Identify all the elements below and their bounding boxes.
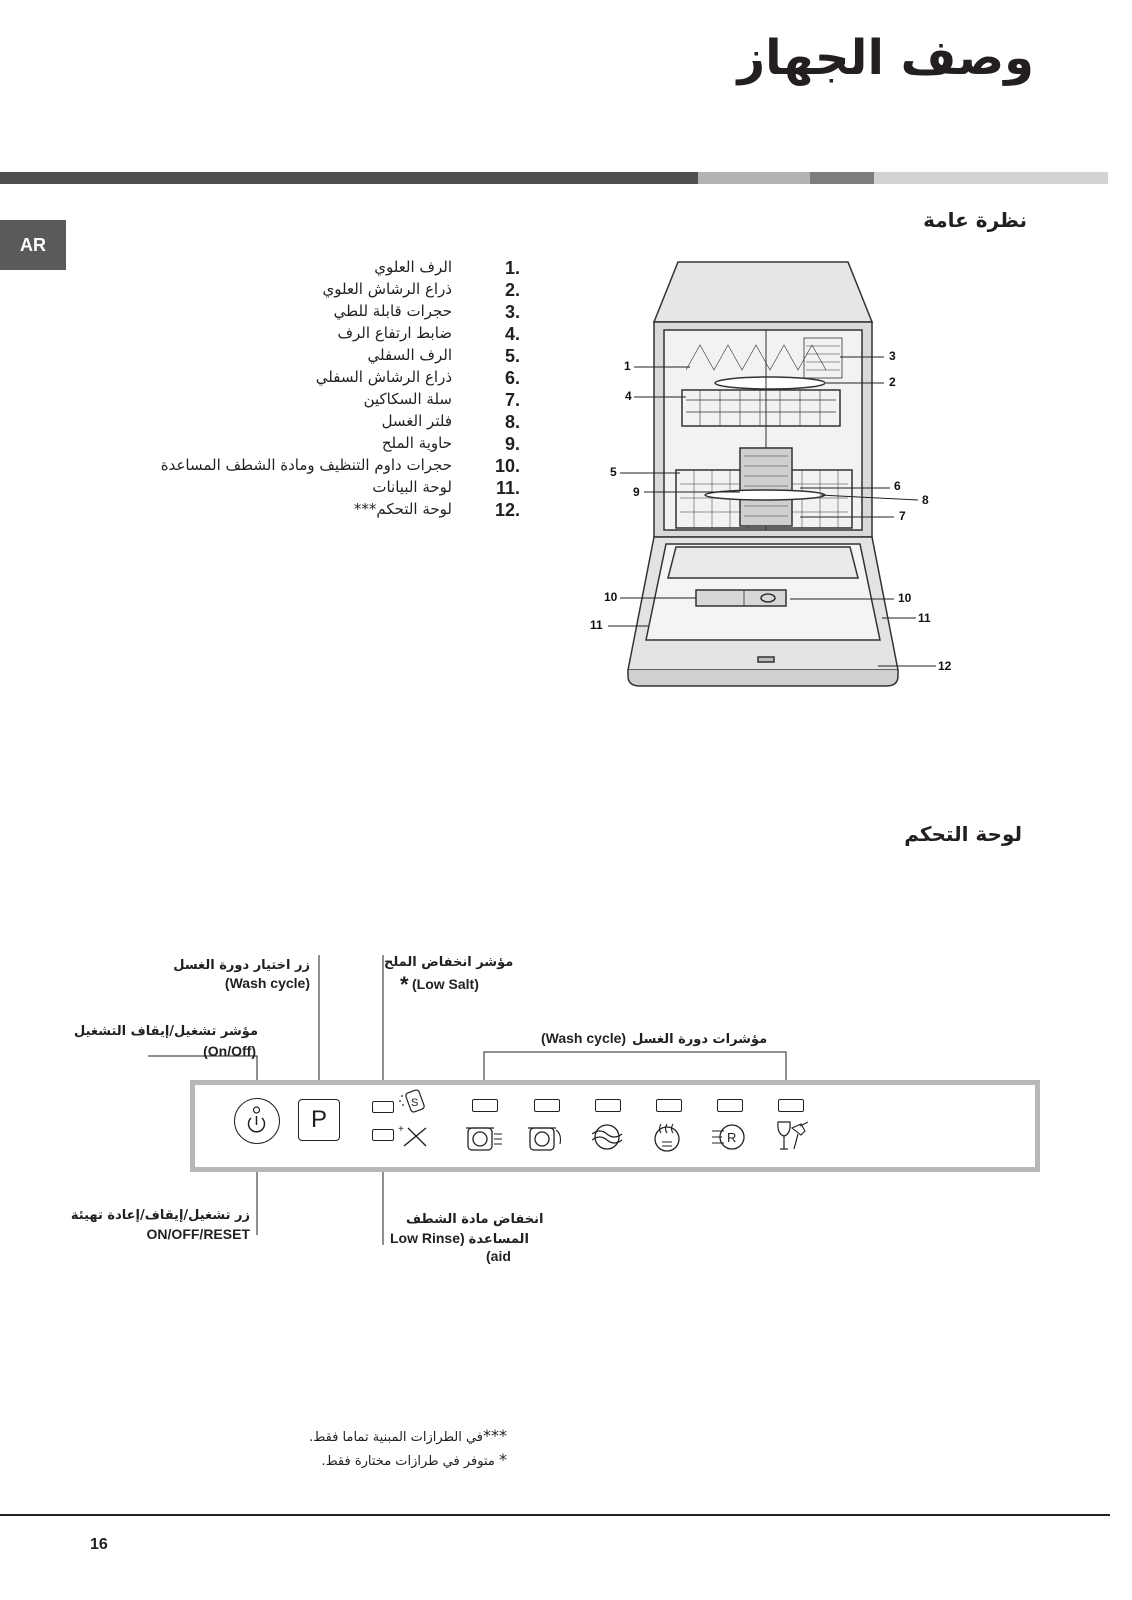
on-off-indicator-label-ar: مؤشر تشغيل/إيقاف التشغيل	[73, 1024, 258, 1039]
callout-label: 4	[625, 389, 632, 403]
part-label: ذراع الرشاش العلوي	[322, 280, 452, 298]
low-salt-label-en: (Low Salt)	[412, 976, 479, 992]
low-salt-star: *	[400, 972, 409, 997]
heavy-pot-icon	[464, 1120, 504, 1154]
svg-text:+: +	[398, 1124, 404, 1135]
part-label: حاوية الملح	[381, 434, 452, 452]
low-rinse-led	[372, 1129, 394, 1141]
part-number: 8.	[504, 412, 520, 432]
part-number: 3.	[504, 302, 520, 322]
callout-label: 9	[633, 485, 640, 499]
low-rinse-label-en: Low Rinse)	[390, 1230, 465, 1246]
part-number: 10.	[494, 456, 520, 476]
rinse-aid-icon	[396, 1122, 430, 1150]
callout-label: 11	[590, 618, 603, 632]
language-badge: AR	[0, 220, 66, 270]
cycle-led	[656, 1099, 682, 1112]
footnote-text: في الطرازات المبنية تماما فقط.	[309, 1430, 483, 1445]
part-number: 2.	[504, 280, 520, 300]
low-salt-led	[372, 1101, 394, 1113]
reset-glyph: R	[727, 1130, 737, 1145]
cycle-led	[717, 1099, 743, 1112]
callout-label: 10	[604, 590, 618, 604]
cycle-led	[534, 1099, 560, 1112]
cycle-led	[472, 1099, 498, 1112]
callout-label: 5	[610, 465, 617, 479]
part-label: الرف السفلي	[367, 346, 452, 364]
wash-cycle-button-label-en: (Wash cycle)	[224, 975, 310, 991]
footnote-text: متوفر في طرازات مختارة فقط.	[321, 1454, 495, 1469]
low-rinse-label-ar2: المساعدة	[468, 1232, 529, 1247]
on-off-reset-button[interactable]	[234, 1098, 280, 1144]
part-number: 4.	[504, 324, 520, 344]
callout-label: 8	[922, 493, 929, 507]
page-number: 16	[90, 1536, 108, 1553]
intensive-wash-icon	[650, 1120, 690, 1154]
wash-cycle-button-label-ar: زر اختيار دورة الغسل	[173, 958, 310, 973]
part-label: الرف العلوي	[374, 258, 452, 276]
part-label: ضابط ارتفاع الرف	[337, 324, 452, 342]
part-number: 11.	[495, 478, 520, 498]
callout-label: 3	[889, 349, 896, 363]
part-number: 1.	[504, 258, 520, 278]
page-title: وصف الجهاز	[737, 30, 1034, 86]
part-label: حجرات قابلة للطي	[333, 302, 452, 320]
low-rinse-label-en2: (aid	[486, 1248, 511, 1264]
callout-label: 2	[889, 375, 896, 389]
salt-glyph: S	[411, 1097, 419, 1109]
glasses-wash-icon	[774, 1118, 814, 1154]
footnote-mark: *	[499, 1450, 507, 1469]
control-panel-heading: لوحة التحكم	[904, 822, 1022, 846]
normal-wash-icon	[526, 1120, 566, 1154]
salt-icon	[396, 1088, 430, 1116]
callout-label: 11	[918, 611, 931, 625]
callout-label: 7	[899, 509, 906, 523]
part-number: 7.	[504, 390, 520, 410]
power-icon	[235, 1099, 278, 1142]
low-rinse-label-ar: انخفاض مادة الشطف	[406, 1212, 544, 1227]
part-number: 5.	[504, 346, 520, 366]
on-off-indicator-label-en: (On/Off)	[203, 1043, 256, 1059]
eco-wash-icon	[588, 1120, 628, 1154]
wash-cycle-indicators-label-en: (Wash cycle)	[541, 1030, 627, 1046]
reset-button-label-en: ON/OFF/RESET	[146, 1226, 250, 1242]
callout-label: 1	[624, 359, 631, 373]
part-label: لوحة التحكم***	[353, 500, 452, 518]
callout-label: 12	[938, 659, 952, 673]
footer-divider	[0, 1514, 1110, 1516]
low-salt-label-ar: مؤشر انخفاض الملح	[384, 955, 514, 970]
cycle-led	[595, 1099, 621, 1112]
footnote-three-star	[309, 1426, 507, 1445]
callout-label: 6	[894, 479, 901, 493]
footnote-one-star	[321, 1450, 507, 1469]
reset-button-label-ar: زر تشغيل/إيقاف/إعادة تهيئة	[70, 1208, 250, 1223]
part-label: لوحة البيانات	[372, 478, 452, 496]
overview-heading: نظرة عامة	[923, 208, 1027, 232]
wash-cycle-button[interactable]: P	[298, 1099, 340, 1141]
part-number: 6.	[504, 368, 520, 388]
footnote-mark: ***	[483, 1426, 507, 1445]
wash-cycle-indicators-label-ar: مؤشرات دورة الغسل	[632, 1032, 768, 1047]
callout-label: 10	[898, 591, 912, 605]
part-label: حجرات داوم التنظيف ومادة الشطف المساعدة	[160, 456, 452, 474]
part-label: ذراع الرشاش السفلي	[315, 368, 452, 386]
rapid-wash-icon	[710, 1120, 750, 1154]
cycle-led	[778, 1099, 804, 1112]
part-number: 9.	[504, 434, 520, 454]
part-label: فلتر الغسل	[381, 412, 452, 430]
part-label: سلة السكاكين	[363, 390, 452, 408]
part-number: 12.	[494, 500, 520, 520]
